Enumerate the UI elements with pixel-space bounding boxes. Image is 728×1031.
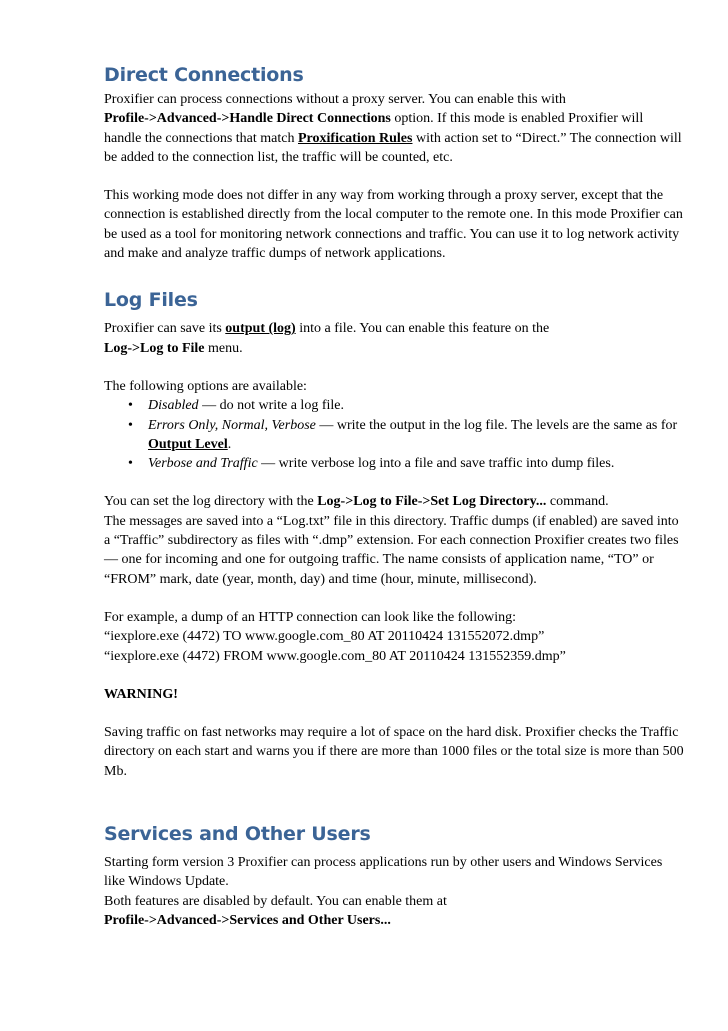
options-intro: The following options are available: (104, 378, 307, 394)
menu-path: Log->Log to File->Set Log Directory... (317, 494, 547, 510)
heading-services: Services and Other Users (104, 823, 371, 846)
text: For example, a dump of an HTTP connection can look like the following: (104, 609, 516, 625)
option-text: — write verbose log into a file and save traffic into dump files. (257, 456, 615, 472)
example-paragraph (104, 608, 684, 666)
link-output-log[interactable]: output (log) (225, 321, 296, 337)
text: with action set to “Direct.” The connection will be added to the connection list, the traffic will be counted, etc. (104, 130, 682, 165)
text: into a file. You can enable this feature on the (295, 321, 550, 337)
link-output-level[interactable]: Output Level (148, 436, 228, 452)
text: Proxifier can process connections without a proxy server. You can enable this with (104, 92, 566, 107)
link-proxification-rules[interactable]: Proxification Rules (298, 130, 413, 146)
list-item (104, 396, 684, 415)
services-paragraph (104, 853, 684, 930)
direct-paragraph-2: This working mode does not differ in any way from working through a proxy server, except that the connection is established directly from the local computer to the remote one. In this mode Proxifier can be used as a tool for monitoring network connections and traffic. You can use it to log network activity and make and analyze traffic dumps of network applications. (104, 188, 683, 262)
menu-path: Log->Log to File (104, 340, 205, 356)
heading-direct-connections: Direct Connections (104, 64, 304, 86)
menu-path: Profile->Advanced->Services and Other Users... (104, 912, 391, 928)
option-name: Errors Only, Normal, Verbose (148, 417, 316, 433)
option-name: Disabled (148, 398, 199, 414)
menu-path: Profile->Advanced->Handle Direct Connections (104, 111, 391, 127)
log-paragraph-1 (104, 319, 684, 358)
text: option. If this mode is enabled Proxifier will handle the connections that match (104, 111, 644, 146)
list-item (104, 416, 684, 455)
log-paragraph-3 (104, 492, 684, 588)
text: . (227, 436, 232, 452)
option-text: — do not write a log file. (198, 398, 344, 414)
example-filename: “iexplore.exe (4472) TO www.google.com_80 AT 20110424 131552072.dmp” (104, 629, 545, 645)
list-item (104, 454, 684, 473)
warning-title: WARNING! (104, 686, 178, 702)
bullet-icon: • (128, 417, 133, 433)
text: Proxifier can save its (104, 321, 226, 337)
example-filename: “iexplore.exe (4472) FROM www.google.com_80 AT 20110424 131552359.dmp” (104, 648, 566, 664)
bullet-icon: • (128, 456, 133, 472)
text: menu. (204, 340, 243, 356)
text: You can set the log directory with the (104, 494, 318, 510)
text: Both features are disabled by default. You can enable them at (104, 893, 447, 909)
text: command. (546, 494, 609, 510)
text: Starting form version 3 Proxifier can process applications run by other users and Windows Services like Windows Update. (104, 855, 663, 890)
bullet-icon: • (128, 398, 133, 414)
page-content (104, 62, 684, 930)
heading-log-files: Log Files (104, 289, 198, 312)
warning-text: Saving traffic on fast networks may require a lot of space on the hard disk. Proxifier checks the Traffic directory on each start and warns you if there are more than 1000 files or the total size is more than 500 Mb. (104, 725, 684, 779)
option-name: Verbose and Traffic (148, 456, 258, 472)
option-text: — write the output in the log file. The levels are the same as for (315, 417, 678, 433)
direct-paragraph-1 (104, 90, 684, 167)
text: The messages are saved into a “Log.txt” file in this directory. Traffic dumps (if enabled) are saved into a “Traffic” subdirectory as files with “.dmp” extension. For each connection Proxifier creates two files — one for incoming and one for outgoing traffic. The name consists of application name, “TO” or “FROM” mark, date (year, month, day) and time (hour, minute, millisecond). (104, 513, 679, 587)
options-list (104, 396, 684, 473)
